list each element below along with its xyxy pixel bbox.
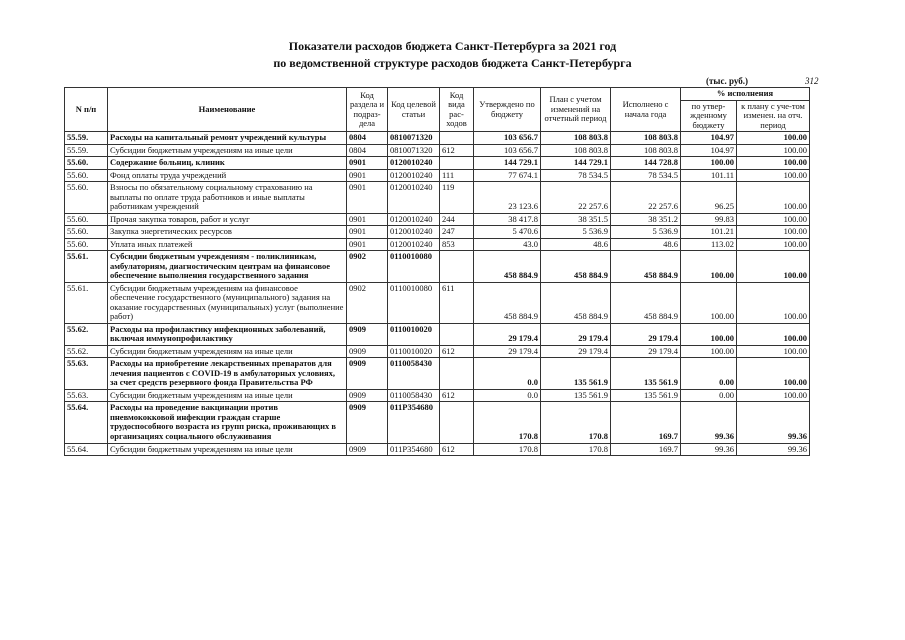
table-row	[65, 182, 810, 214]
row-type-code: 111	[440, 169, 474, 182]
row-target-code: 0120010240	[388, 157, 440, 170]
row-name: Содержание больниц, клиник	[108, 157, 347, 170]
row-approved: 170.8	[474, 402, 541, 443]
col-header-pct-group: % исполнения	[681, 88, 810, 101]
row-name: Расходы на проведение вакцинации против пневмококковой инфекции граждан старше трудоспособного возраста из групп риска, проживающих в организациях социального обслуживания	[108, 402, 347, 443]
row-section-code: 0902	[347, 282, 388, 323]
row-pct-plan: 100.00	[737, 282, 810, 323]
table-row	[65, 144, 810, 157]
row-target-code: 011P354680	[388, 402, 440, 443]
row-pct-plan: 100.00	[737, 358, 810, 390]
row-type-code: 119	[440, 182, 474, 214]
row-pct-approved: 113.02	[681, 238, 737, 251]
row-target-code: 0810071320	[388, 144, 440, 157]
row-number: 55.64.	[65, 402, 108, 443]
row-executed: 38 351.2	[611, 213, 681, 226]
row-approved: 458 884.9	[474, 282, 541, 323]
row-plan: 29 179.4	[541, 345, 611, 358]
row-approved: 77 674.1	[474, 169, 541, 182]
row-approved: 23 123.6	[474, 182, 541, 214]
row-name: Расходы на капитальный ремонт учреждений культуры	[108, 132, 347, 145]
row-section-code: 0901	[347, 182, 388, 214]
row-pct-approved: 100.00	[681, 323, 737, 345]
row-pct-approved: 99.36	[681, 443, 737, 456]
col-header-name: Наименование	[108, 88, 347, 132]
row-pct-approved: 100.00	[681, 282, 737, 323]
row-executed: 29 179.4	[611, 323, 681, 345]
row-section-code: 0901	[347, 169, 388, 182]
row-number: 55.61.	[65, 251, 108, 283]
row-pct-plan: 100.00	[737, 251, 810, 283]
row-target-code: 011P354680	[388, 443, 440, 456]
row-target-code: 0110010020	[388, 345, 440, 358]
table-row	[65, 282, 810, 323]
row-section-code: 0909	[347, 402, 388, 443]
row-number: 55.63.	[65, 389, 108, 402]
col-header-plan: План с учетом изменений на отчетный период	[541, 88, 611, 132]
row-type-code: 247	[440, 226, 474, 239]
row-target-code: 0120010240	[388, 169, 440, 182]
row-executed: 48.6	[611, 238, 681, 251]
row-type-code: 612	[440, 345, 474, 358]
row-plan: 108 803.8	[541, 144, 611, 157]
row-number: 55.59.	[65, 144, 108, 157]
row-number: 55.63.	[65, 358, 108, 390]
row-type-code: 612	[440, 389, 474, 402]
row-executed: 29 179.4	[611, 345, 681, 358]
row-executed: 169.7	[611, 443, 681, 456]
row-target-code: 0120010240	[388, 182, 440, 214]
col-header-target: Код целевой статьи	[388, 88, 440, 132]
row-approved: 103 656.7	[474, 132, 541, 145]
row-section-code: 0909	[347, 323, 388, 345]
row-pct-approved: 99.83	[681, 213, 737, 226]
row-executed: 169.7	[611, 402, 681, 443]
row-name: Субсидии бюджетным учреждениям на финансовое обеспечение государственного (муниципального) задания на оказание государственных (муниципальных) услуг (выполнение работ)	[108, 282, 347, 323]
row-number: 55.60.	[65, 157, 108, 170]
row-approved: 5 470.6	[474, 226, 541, 239]
row-approved: 43.0	[474, 238, 541, 251]
row-number: 55.60.	[65, 213, 108, 226]
row-name: Субсидии бюджетным учреждениям на иные цели	[108, 389, 347, 402]
row-target-code: 0110058430	[388, 358, 440, 390]
row-pct-approved: 100.00	[681, 345, 737, 358]
row-plan: 78 534.5	[541, 169, 611, 182]
row-name: Расходы на приобретение лекарственных препаратов для лечения пациентов с COVID-19 в амбулаторных условиях, за счет средств резервного фонда Правительства РФ	[108, 358, 347, 390]
row-approved: 103 656.7	[474, 144, 541, 157]
row-plan: 144 729.1	[541, 157, 611, 170]
row-executed: 78 534.5	[611, 169, 681, 182]
col-header-num: N п/п	[65, 88, 108, 132]
row-pct-approved: 96.25	[681, 182, 737, 214]
row-type-code: 611	[440, 282, 474, 323]
row-approved: 170.8	[474, 443, 541, 456]
row-target-code: 0110010020	[388, 323, 440, 345]
row-plan: 48.6	[541, 238, 611, 251]
row-type-code	[440, 251, 474, 283]
row-plan: 22 257.6	[541, 182, 611, 214]
row-plan: 38 351.5	[541, 213, 611, 226]
col-header-section: Код раздела и подраз-дела	[347, 88, 388, 132]
row-approved: 144 729.1	[474, 157, 541, 170]
row-pct-plan: 100.00	[737, 132, 810, 145]
row-number: 55.59.	[65, 132, 108, 145]
row-pct-plan: 100.00	[737, 213, 810, 226]
row-plan: 29 179.4	[541, 323, 611, 345]
row-executed: 5 536.9	[611, 226, 681, 239]
row-name: Расходы на профилактику инфекционных заболеваний, включая иммунопрофилактику	[108, 323, 347, 345]
table-row	[65, 238, 810, 251]
row-type-code	[440, 132, 474, 145]
row-plan: 5 536.9	[541, 226, 611, 239]
row-section-code: 0909	[347, 358, 388, 390]
row-name: Фонд оплаты труда учреждений	[108, 169, 347, 182]
row-pct-approved: 0.00	[681, 389, 737, 402]
row-approved: 29 179.4	[474, 323, 541, 345]
row-approved: 458 884.9	[474, 251, 541, 283]
table-row	[65, 323, 810, 345]
row-pct-approved: 0.00	[681, 358, 737, 390]
col-header-executed: Исполнено с начала года	[611, 88, 681, 132]
row-type-code	[440, 323, 474, 345]
row-target-code: 0810071320	[388, 132, 440, 145]
row-plan: 458 884.9	[541, 282, 611, 323]
row-pct-approved: 100.00	[681, 251, 737, 283]
row-type-code: 853	[440, 238, 474, 251]
row-name: Субсидии бюджетным учреждениям на иные цели	[108, 144, 347, 157]
col-header-pct-approved: по утвер-жденному бюджету	[681, 100, 737, 132]
table-row	[65, 251, 810, 283]
row-approved: 29 179.4	[474, 345, 541, 358]
row-executed: 458 884.9	[611, 251, 681, 283]
row-name: Взносы по обязательному социальному страхованию на выплаты по оплате труда работников и иные выплаты работникам учреждений	[108, 182, 347, 214]
row-pct-plan: 100.00	[737, 144, 810, 157]
row-pct-approved: 104.97	[681, 132, 737, 145]
row-number: 55.60.	[65, 182, 108, 214]
row-section-code: 0901	[347, 226, 388, 239]
row-executed: 108 803.8	[611, 132, 681, 145]
row-number: 55.64.	[65, 443, 108, 456]
table-row	[65, 169, 810, 182]
col-header-pct-plan: к плану с уче-том изменен. на отч. период	[737, 100, 810, 132]
table-row	[65, 157, 810, 170]
row-target-code: 0120010240	[388, 226, 440, 239]
page-number: 312	[805, 76, 819, 86]
row-executed: 458 884.9	[611, 282, 681, 323]
row-pct-plan: 100.00	[737, 157, 810, 170]
row-target-code: 0110010080	[388, 251, 440, 283]
row-plan: 135 561.9	[541, 389, 611, 402]
row-executed: 22 257.6	[611, 182, 681, 214]
row-type-code: 612	[440, 443, 474, 456]
row-name: Субсидии бюджетным учреждениям на иные цели	[108, 443, 347, 456]
row-section-code: 0902	[347, 251, 388, 283]
row-pct-approved: 99.36	[681, 402, 737, 443]
row-name: Уплата иных платежей	[108, 238, 347, 251]
row-section-code: 0909	[347, 345, 388, 358]
table-row	[65, 389, 810, 402]
row-plan: 458 884.9	[541, 251, 611, 283]
row-name: Прочая закупка товаров, работ и услуг	[108, 213, 347, 226]
row-pct-approved: 101.11	[681, 169, 737, 182]
table-row	[65, 402, 810, 443]
row-pct-approved: 104.97	[681, 144, 737, 157]
row-target-code: 0120010240	[388, 213, 440, 226]
table-row	[65, 443, 810, 456]
row-executed: 135 561.9	[611, 358, 681, 390]
row-pct-plan: 100.00	[737, 238, 810, 251]
table-row	[65, 226, 810, 239]
expenses-table	[64, 87, 810, 456]
row-section-code: 0909	[347, 443, 388, 456]
table-row	[65, 345, 810, 358]
row-plan: 108 803.8	[541, 132, 611, 145]
report-title: Показатели расходов бюджета Санкт-Петербурга за 2021 год	[288, 39, 617, 53]
col-header-type: Код вида рас-ходов	[440, 88, 474, 132]
row-type-code: 244	[440, 213, 474, 226]
row-executed: 108 803.8	[611, 144, 681, 157]
row-approved: 0.0	[474, 389, 541, 402]
row-name: Закупка энергетических ресурсов	[108, 226, 347, 239]
row-executed: 135 561.9	[611, 389, 681, 402]
row-section-code: 0901	[347, 157, 388, 170]
row-pct-plan: 100.00	[737, 389, 810, 402]
table-row	[65, 213, 810, 226]
row-plan: 135 561.9	[541, 358, 611, 390]
row-type-code	[440, 402, 474, 443]
row-name: Субсидии бюджетным учреждениям на иные цели	[108, 345, 347, 358]
row-plan: 170.8	[541, 443, 611, 456]
units-label: (тыс. руб.)	[706, 76, 748, 86]
row-number: 55.60.	[65, 226, 108, 239]
row-type-code	[440, 358, 474, 390]
row-pct-plan: 99.36	[737, 443, 810, 456]
row-pct-plan: 100.00	[737, 226, 810, 239]
row-approved: 38 417.8	[474, 213, 541, 226]
row-pct-plan: 100.00	[737, 182, 810, 214]
row-section-code: 0901	[347, 213, 388, 226]
row-name: Субсидии бюджетным учреждениям - поликлиникам, амбулаториям, диагностическим центрам на финансовое обеспечение выполнения государственного задания	[108, 251, 347, 283]
row-type-code: 612	[440, 144, 474, 157]
row-target-code: 0110058430	[388, 389, 440, 402]
row-pct-plan: 100.00	[737, 345, 810, 358]
row-pct-approved: 101.21	[681, 226, 737, 239]
row-pct-plan: 100.00	[737, 323, 810, 345]
row-executed: 144 728.8	[611, 157, 681, 170]
row-pct-plan: 100.00	[737, 169, 810, 182]
col-header-approved: Утверждено по бюджету	[474, 88, 541, 132]
row-section-code: 0901	[347, 238, 388, 251]
row-number: 55.62.	[65, 323, 108, 345]
report-subtitle: по ведомственной структуре расходов бюджета Санкт-Петербурга	[273, 56, 632, 70]
row-number: 55.60.	[65, 169, 108, 182]
row-pct-approved: 100.00	[681, 157, 737, 170]
row-plan: 170.8	[541, 402, 611, 443]
row-section-code: 0804	[347, 144, 388, 157]
row-target-code: 0110010080	[388, 282, 440, 323]
row-approved: 0.0	[474, 358, 541, 390]
row-type-code	[440, 157, 474, 170]
table-row	[65, 358, 810, 390]
row-section-code: 0804	[347, 132, 388, 145]
row-target-code: 0120010240	[388, 238, 440, 251]
row-number: 55.60.	[65, 238, 108, 251]
table-row	[65, 132, 810, 145]
row-number: 55.62.	[65, 345, 108, 358]
row-pct-plan: 99.36	[737, 402, 810, 443]
row-number: 55.61.	[65, 282, 108, 323]
row-section-code: 0909	[347, 389, 388, 402]
